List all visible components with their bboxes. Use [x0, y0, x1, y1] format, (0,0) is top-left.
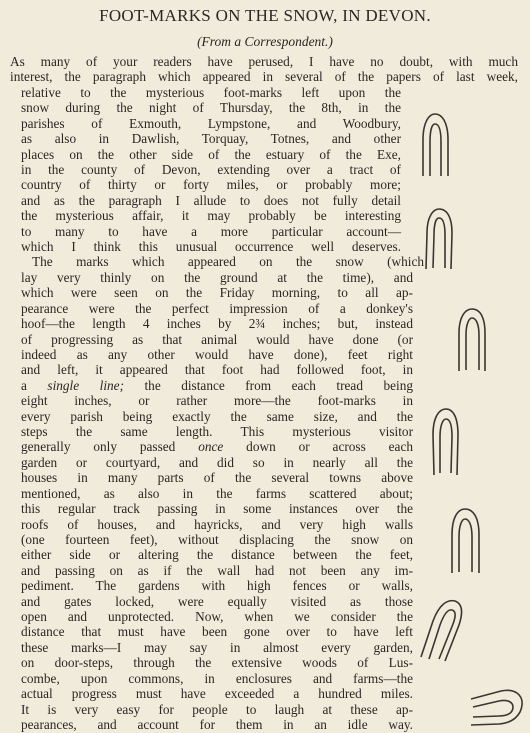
article-line: lay very thinly on the ground at the time), and	[21, 270, 413, 285]
article-line: pearance were the perfect impression of a donkey's	[21, 301, 413, 316]
article-line: country of thirty or forty miles, or probably more;	[21, 177, 401, 192]
article-line: houses in many parts of the several towns above	[21, 470, 413, 485]
article-line: pearances, and account for them in an idle way.	[21, 717, 413, 732]
hoof-print-icon	[415, 595, 467, 665]
article-line: combe, upon commons, in enclosures and farms—the	[21, 671, 413, 686]
article-line: which were seen on the Friday morning, to all ap-	[21, 285, 413, 300]
article-line: distance that must have been gone over to have left	[21, 624, 413, 639]
hoof-print-icon	[452, 305, 492, 375]
article-line: as also in Dawlish, Torquay, Totnes, and other	[21, 131, 401, 146]
hoof-print-icon	[415, 110, 455, 182]
article-line: mentioned, as also in the farms scattered about;	[21, 486, 413, 501]
article-line: relative to the mysterious foot-marks left upon the	[21, 85, 401, 100]
article-title: FOOT-MARKS ON THE SNOW, IN DEVON.	[99, 6, 431, 25]
article-line: hoof—the length 4 inches by 2¾ inches; but, instead	[21, 316, 413, 331]
article-line: roofs of houses, and hayricks, and very high walls	[21, 517, 413, 532]
article-subtitle: (From a Correspondent.)	[197, 34, 333, 49]
article-line: to many to have a more particular account—	[21, 224, 401, 239]
article-line: the mysterious affair, it may probably be interesting	[21, 208, 401, 223]
article-line: which I think this unusual occurrence well deserves.	[21, 239, 401, 254]
article-line: in the county of Devon, extending over a tract of	[21, 162, 401, 177]
article-line: actual progress must have exceeded a hundred miles.	[21, 686, 413, 701]
article-line: steps the same length. This mysterious visitor	[21, 424, 413, 439]
article-line: generally only passed once down or across each	[21, 439, 413, 454]
hoof-print-illustration	[415, 110, 530, 730]
article-line: garden or courtyard, and did so in nearly all the	[21, 455, 413, 470]
article-line: open and unprotected. Now, when we consider the	[21, 609, 413, 624]
hoof-print-icon	[467, 685, 527, 730]
hoof-print-icon	[445, 505, 485, 577]
article-line: and gates locked, were equally visited as those	[21, 594, 413, 609]
article-line: As many of your readers have perused, I have no doubt, with much	[10, 54, 518, 69]
hoof-print-icon	[425, 405, 465, 479]
article-line: every parish being exactly the same size, and the	[21, 409, 413, 424]
article-line: either side or altering the distance between the feet,	[21, 547, 413, 562]
article-line: (one fourteen feet), without displacing the snow on	[21, 532, 413, 547]
article-line: places on the other side of the estuary of the Exe,	[21, 147, 401, 162]
article-line: eight inches, or rather more—the foot-marks in	[21, 393, 413, 408]
article-line: and left, it appeared that foot had followed foot, in	[21, 362, 413, 377]
article-line: a single line; the distance from each tread being	[21, 378, 413, 393]
article-line: on door-steps, through the extensive woods of Lus-	[21, 655, 413, 670]
article-line: and as the paragraph I allude to does not fully detail	[21, 193, 401, 208]
article-line: It is very easy for people to laugh at these ap-	[21, 702, 413, 717]
article-line: these marks—I may say in almost every garden,	[21, 640, 413, 655]
article-line: snow during the night of Thursday, the 8th, in the	[21, 100, 401, 115]
article-line: indeed as any other would have done), feet right	[21, 347, 413, 362]
article-line: of progressing as that animal would have done (or	[21, 332, 413, 347]
hoof-print-icon	[419, 205, 459, 273]
article-line: The marks which appeared on the snow (which	[32, 254, 424, 269]
article-line: and passing on as if the wall had not been any im-	[21, 563, 413, 578]
article-line: interest, the paragraph which appeared in several of the papers of last week,	[10, 69, 518, 84]
article-line: this regular track passing in some instances over the	[21, 501, 413, 516]
article-line: pediment. The gardens with high fences or walls,	[21, 578, 413, 593]
article-line: parishes of Exmouth, Lympstone, and Woodbury,	[21, 116, 401, 131]
